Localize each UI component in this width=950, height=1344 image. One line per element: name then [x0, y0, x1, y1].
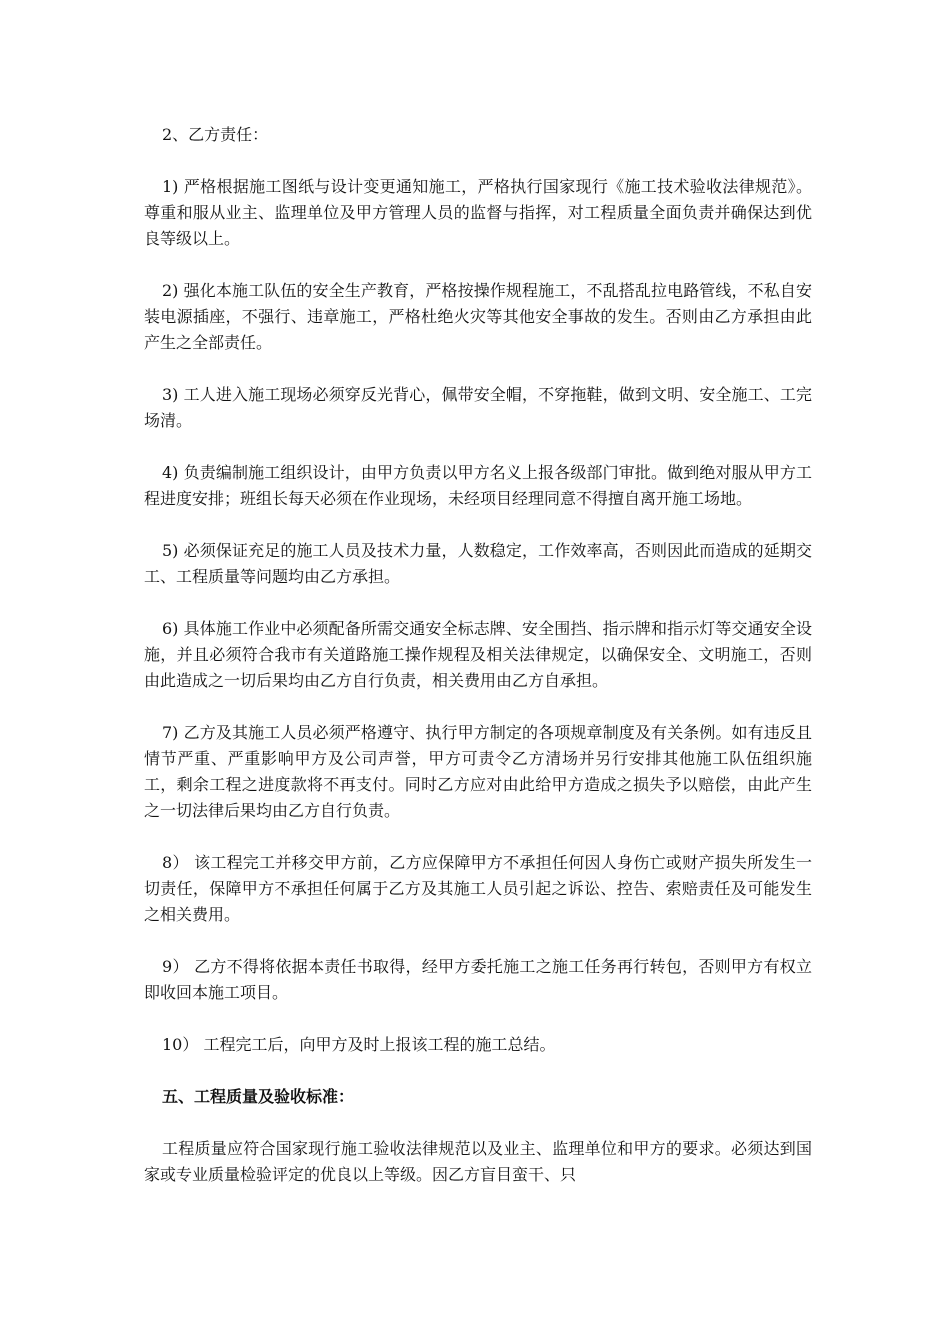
quality-paragraph: 工程质量应符合国家现行施工验收法律规范以及业主、监理单位和甲方的要求。必须达到国家或专业质量检验评定的优良以上等级。因乙方盲目蛮干、只: [144, 1139, 812, 1184]
clause-8: 8） 该工程完工并移交甲方前，乙方应保障甲方不承担任何因人身伤亡或财产损失所发生一切责任，保障甲方不承担任何属于乙方及其施工人员引起之诉讼、控告、索赔责任及可能发生之相关费用。: [144, 853, 812, 924]
section-heading-party-b-responsibility: 2、乙方责任：: [162, 125, 269, 144]
clause-7: 7) 乙方及其施工人员必须严格遵守、执行甲方制定的各项规章制度及有关条例。如有违反且情节严重、严重影响甲方及公司声誉，甲方可责令乙方清场并另行安排其他施工队伍组织施工，剩余工程之进度款将不再支付。同时乙方应对由此给甲方造成之损失予以赔偿，由此产生之一切法律后果均由乙方自行负责。: [144, 723, 812, 820]
clause-3: 3) 工人进入施工现场必须穿反光背心，佩带安全帽，不穿拖鞋，做到文明、安全施工、工完场清。: [144, 385, 812, 430]
clause-1: 1) 严格根据施工图纸与设计变更通知施工，严格执行国家现行《施工技术验收法律规范》。尊重和服从业主、监理单位及甲方管理人员的监督与指挥，对工程质量全面负责并确保达到优良等级以上。: [144, 177, 812, 248]
clause-6: 6) 具体施工作业中必须配备所需交通安全标志牌、安全围挡、指示牌和指示灯等交通安全设施，并且必须符合我市有关道路施工操作规程及相关法律规定，以确保安全、文明施工，否则由此造成之一切后果均由乙方自行负责，相关费用由乙方自承担。: [144, 619, 812, 690]
clause-5: 5) 必须保证充足的施工人员及技术力量，人数稳定，工作效率高，否则因此而造成的延期交工、工程质量等问题均由乙方承担。: [144, 541, 812, 586]
clause-2: 2) 强化本施工队伍的安全生产教育，严格按操作规程施工，不乱搭乱拉电路管线，不私自安装电源插座，不强行、违章施工，严格杜绝火灾等其他安全事故的发生。否则由乙方承担由此产生之全部责任。: [144, 281, 812, 352]
section-heading-quality-acceptance: 五、工程质量及验收标准：: [162, 1087, 355, 1106]
document-body: [144, 122, 812, 1214]
clause-4: 4) 负责编制施工组织设计，由甲方负责以甲方名义上报各级部门审批。做到绝对服从甲方工程进度安排；班组长每天必须在作业现场，未经项目经理同意不得擅自离开施工场地。: [144, 463, 812, 508]
clause-10: 10） 工程完工后，向甲方及时上报该工程的施工总结。: [162, 1035, 556, 1054]
clause-9: 9） 乙方不得将依据本责任书取得，经甲方委托施工之施工任务再行转包，否则甲方有权立即收回本施工项目。: [144, 957, 812, 1002]
